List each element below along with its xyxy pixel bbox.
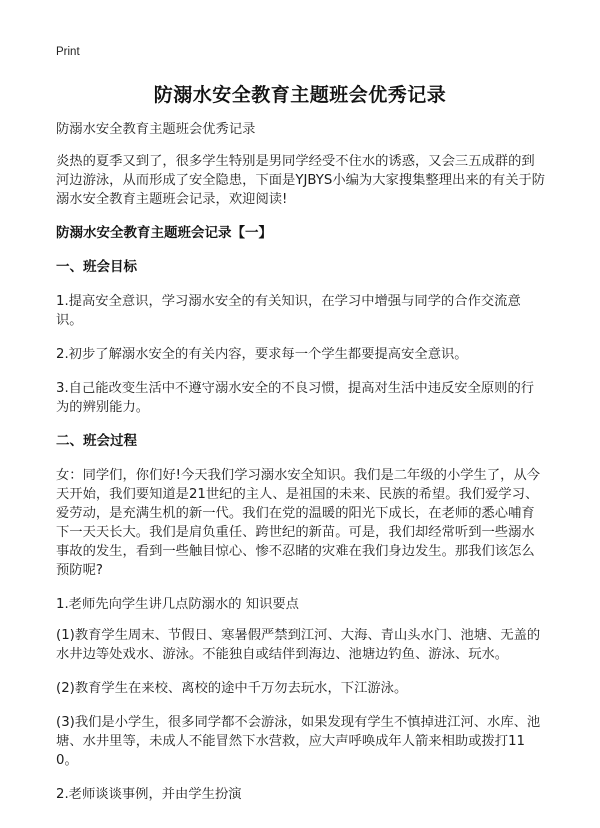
page-title: 防溺水安全教育主题班会优秀记录 <box>153 84 447 106</box>
point-item: (3)我们是小学生，很多同学都不会游泳，如果发现有学生不慎掉进江河、水库、池塘、水井里等，未成人不能冒然下水营救，应大声呼唤成年人箭来相助或拨打110。 <box>56 715 541 768</box>
intro-paragraph: 炎热的夏季又到了，很多学生特别是男同学经受不住水的诱惑，又会三五成群的到河边游泳，从而形成了安全隐患，下面是YJBYS小编为大家搜集整理出来的有关于防溺水安全教育主题班会记录，欢迎阅读! <box>56 154 546 207</box>
point-item: (2)教育学生在来校、离校的途中千万勿去玩水，下江游泳。 <box>56 681 408 696</box>
section-heading-process: 二、班会过程 <box>56 433 137 449</box>
point-heading: 1.老师先向学生讲几点防溺水的 知识要点 <box>56 597 299 612</box>
document-body <box>56 120 546 819</box>
goal-item: 1.提高安全意识，学习溺水安全的有关知识，在学习中增强与同学的合作交流意识。 <box>56 294 521 328</box>
record-heading: 防溺水安全教育主题班会记录【一】 <box>56 225 272 241</box>
section-heading-goals: 一、班会目标 <box>56 259 137 275</box>
process-intro-paragraph: 女：同学们，你们好!今天我们学习溺水安全知识。我们是二年级的小学生了，从今天开始，我们要知道是21世纪的主人、是祖国的未来、民族的希望。我们爱学习、爱劳动，是充满生机的新一代。我们在党的温暖的阳光下成长，在老师的悉心哺育下一天天长大。我们是肩负重任、跨世纪的新苗。可是，我们却经常听到一些溺水事故的发生，看到一些触目惊心、惨不忍睹的灾难在我们身边发生。那我们该怎么预防呢? <box>56 468 541 578</box>
goal-item: 2.初步了解溺水安全的有关内容，要求每一个学生都要提高安全意识。 <box>56 347 468 362</box>
document-subtitle: 防溺水安全教育主题班会优秀记录 <box>56 122 256 137</box>
point-item: (1)教育学生周末、节假日、寒暑假严禁到江河、大海、青山头水门、池塘、无盖的水井边等处戏水、游泳。不能独自或结伴到海边、池塘边钓鱼、游泳、玩水。 <box>56 628 541 662</box>
point-heading: 2.老师谈谈事例，并由学生扮演 <box>56 787 242 802</box>
goal-item: 3.自己能改变生活中不遵守溺水安全的不良习惯，提高对生活中违反安全原则的行为的辨别能力。 <box>56 381 535 415</box>
print-label[interactable]: Print <box>56 46 80 58</box>
